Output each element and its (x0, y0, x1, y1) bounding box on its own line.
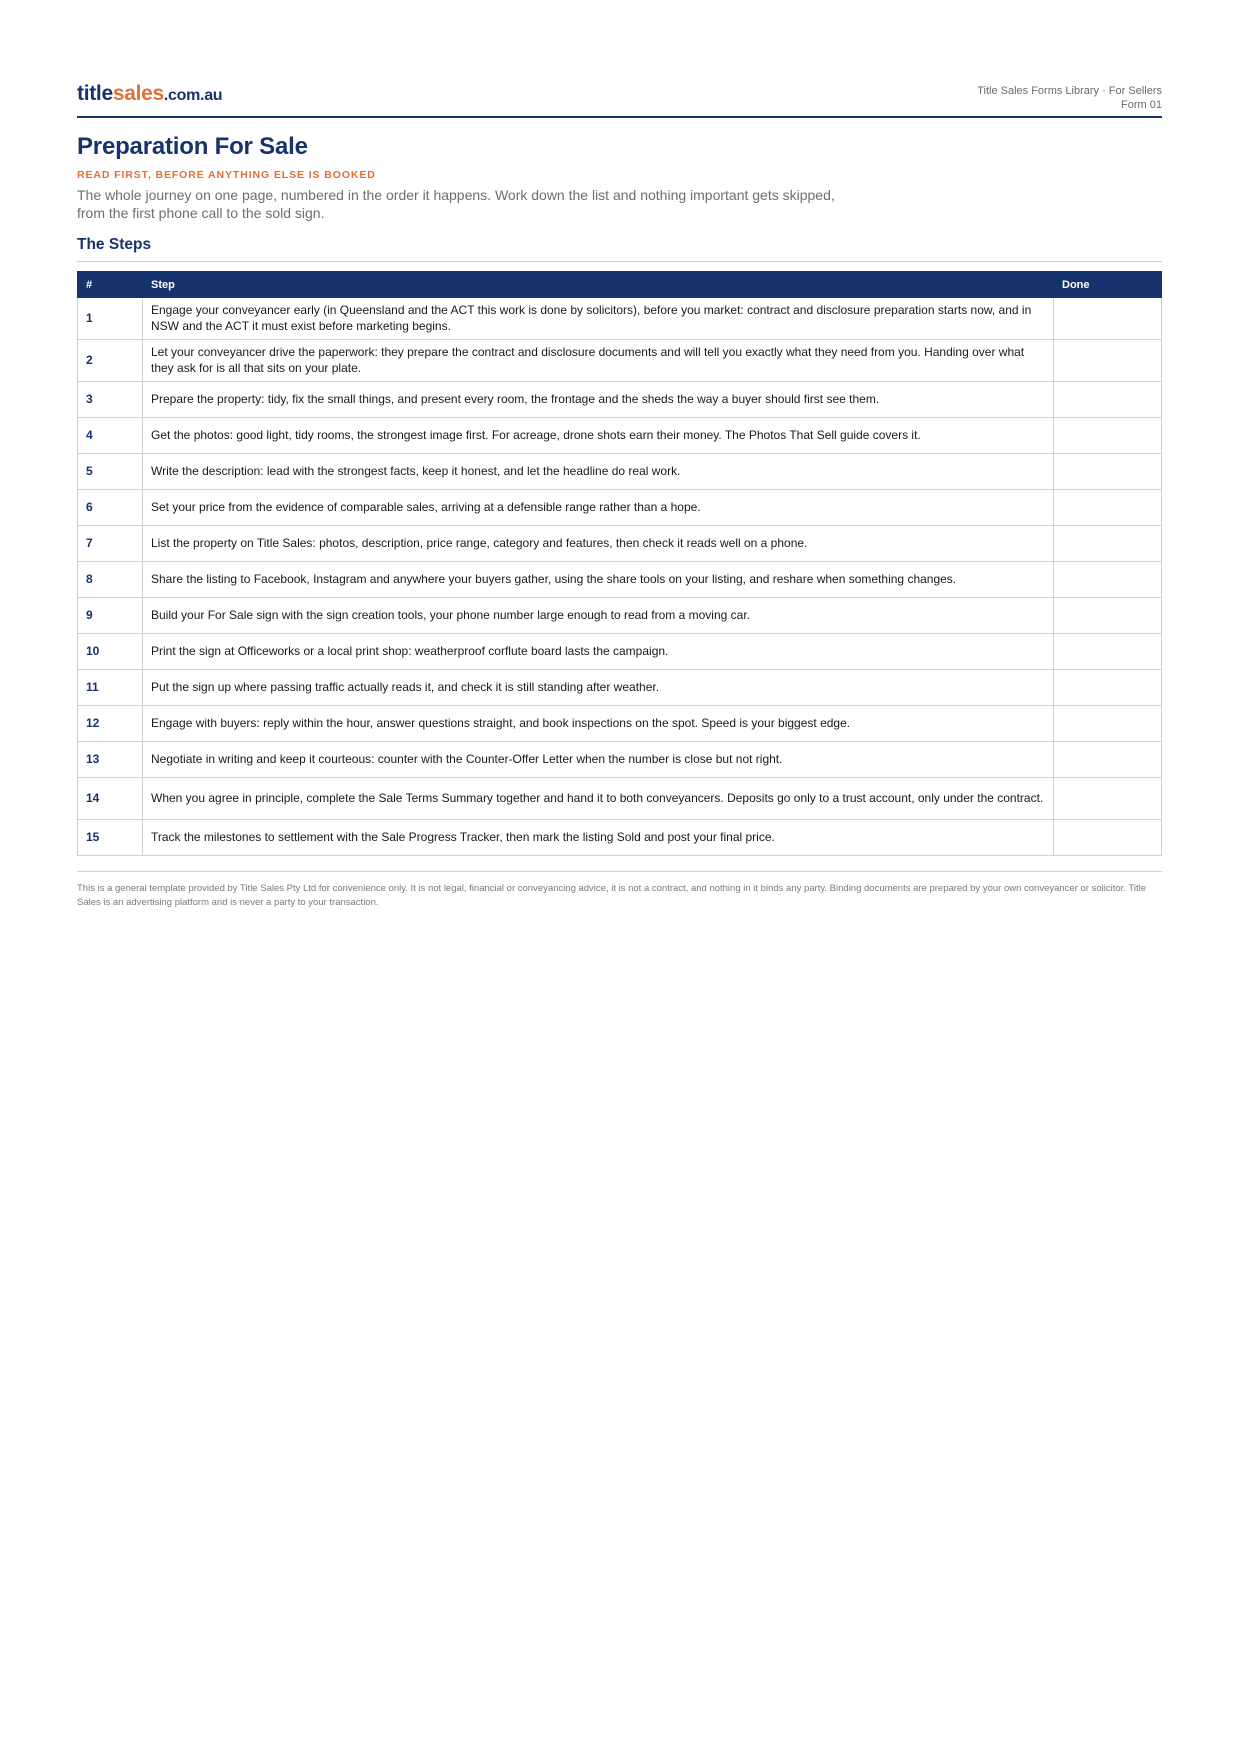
column-header-done: Done (1054, 272, 1162, 298)
form-number: Form 01 (1121, 99, 1162, 111)
step-number: 7 (78, 526, 143, 562)
done-cell[interactable] (1054, 634, 1162, 670)
logo-title: title (77, 82, 113, 105)
done-cell[interactable] (1054, 418, 1162, 454)
table-row (78, 562, 1162, 598)
step-number: 2 (78, 340, 143, 382)
step-text: Put the sign up where passing traffic actually reads it, and check it is still standing after weather. (143, 670, 1054, 706)
table-header-row (78, 272, 1162, 298)
done-cell[interactable] (1054, 340, 1162, 382)
done-cell[interactable] (1054, 526, 1162, 562)
table-row (78, 742, 1162, 778)
done-cell[interactable] (1054, 778, 1162, 820)
table-row (78, 418, 1162, 454)
done-cell[interactable] (1054, 742, 1162, 778)
done-cell[interactable] (1054, 670, 1162, 706)
intro-line-2: from the first phone call to the sold sign. (77, 205, 325, 221)
section-title: The Steps (77, 236, 1162, 262)
step-number: 13 (78, 742, 143, 778)
page-header (77, 82, 1162, 118)
step-text: Engage your conveyancer early (in Queensland and the ACT this work is done by solicitors), before you market: contract and disclosure preparation starts now, and in NSW and the ACT it must exist before marketing begins. (143, 298, 1054, 340)
step-number: 6 (78, 490, 143, 526)
step-text: Let your conveyancer drive the paperwork: they prepare the contract and disclosure documents and will tell you exactly what they need from you. Handing over what they ask for is all that sits on your plate. (143, 340, 1054, 382)
table-row (78, 778, 1162, 820)
table-row (78, 526, 1162, 562)
intro-paragraph (77, 186, 857, 222)
step-text: Get the photos: good light, tidy rooms, the strongest image first. For acreage, drone shots earn their money. The Photos That Sell guide covers it. (143, 418, 1054, 454)
step-text: When you agree in principle, complete the Sale Terms Summary together and hand it to both conveyancers. Deposits go only to a trust account, only under the contract. (143, 778, 1054, 820)
step-number: 14 (78, 778, 143, 820)
column-header-step: Step (143, 272, 1054, 298)
disclaimer-footnote: This is a general template provided by Title Sales Pty Ltd for convenience only. It is not legal, financial or conveyancing advice, it is not a contract, and nothing in it binds any party. Binding documents are prepared by your own conveyancer or solicitor. Title Sales is an advertising platform and is never a party to your transaction. (77, 871, 1162, 909)
logo-sales: sales (112, 82, 164, 105)
done-cell[interactable] (1054, 820, 1162, 856)
table-row (78, 490, 1162, 526)
done-cell[interactable] (1054, 298, 1162, 340)
done-cell[interactable] (1054, 562, 1162, 598)
steps-table (77, 271, 1162, 856)
step-text: Print the sign at Officeworks or a local print shop: weatherproof corflute board lasts the campaign. (143, 634, 1054, 670)
table-row (78, 382, 1162, 418)
step-number: 4 (78, 418, 143, 454)
step-text: Track the milestones to settlement with the Sale Progress Tracker, then mark the listing Sold and post your final price. (143, 820, 1054, 856)
step-number: 15 (78, 820, 143, 856)
page-title: Preparation For Sale (77, 133, 308, 160)
table-row (78, 598, 1162, 634)
step-text: Prepare the property: tidy, fix the small things, and present every room, the frontage and the sheds the way a buyer should first see them. (143, 382, 1054, 418)
step-text: Build your For Sale sign with the sign creation tools, your phone number large enough to read from a moving car. (143, 598, 1054, 634)
table-row (78, 820, 1162, 856)
step-text: Negotiate in writing and keep it courteous: counter with the Counter-Offer Letter when the number is close but not right. (143, 742, 1054, 778)
step-text: Engage with buyers: reply within the hour, answer questions straight, and book inspections on the spot. Speed is your biggest edge. (143, 706, 1054, 742)
done-cell[interactable] (1054, 598, 1162, 634)
table-row (78, 634, 1162, 670)
logo-domain: .com.au (163, 87, 223, 104)
done-cell[interactable] (1054, 454, 1162, 490)
table-row (78, 454, 1162, 490)
step-number: 11 (78, 670, 143, 706)
titlesales-logo[interactable] (77, 82, 222, 106)
step-number: 1 (78, 298, 143, 340)
kicker-text: READ FIRST, BEFORE ANYTHING ELSE IS BOOKED (77, 169, 376, 181)
step-text: Share the listing to Facebook, Instagram and anywhere your buyers gather, using the share tools on your listing, and reshare when something changes. (143, 562, 1054, 598)
intro-line-1: The whole journey on one page, numbered in the order it happens. Work down the list and nothing important gets skipped, (77, 187, 835, 203)
step-number: 9 (78, 598, 143, 634)
table-row (78, 670, 1162, 706)
library-label: Title Sales Forms Library · For Sellers (977, 85, 1162, 97)
step-text: Set your price from the evidence of comparable sales, arriving at a defensible range rather than a hope. (143, 490, 1054, 526)
step-text: List the property on Title Sales: photos, description, price range, category and features, then check it reads well on a phone. (143, 526, 1054, 562)
step-number: 3 (78, 382, 143, 418)
table-row (78, 706, 1162, 742)
step-number: 12 (78, 706, 143, 742)
column-header-number: # (78, 272, 143, 298)
table-row (78, 340, 1162, 382)
step-text: Write the description: lead with the strongest facts, keep it honest, and let the headline do real work. (143, 454, 1054, 490)
table-row (78, 298, 1162, 340)
header-meta (977, 84, 1162, 112)
step-number: 10 (78, 634, 143, 670)
step-number: 8 (78, 562, 143, 598)
done-cell[interactable] (1054, 706, 1162, 742)
step-number: 5 (78, 454, 143, 490)
done-cell[interactable] (1054, 382, 1162, 418)
done-cell[interactable] (1054, 490, 1162, 526)
